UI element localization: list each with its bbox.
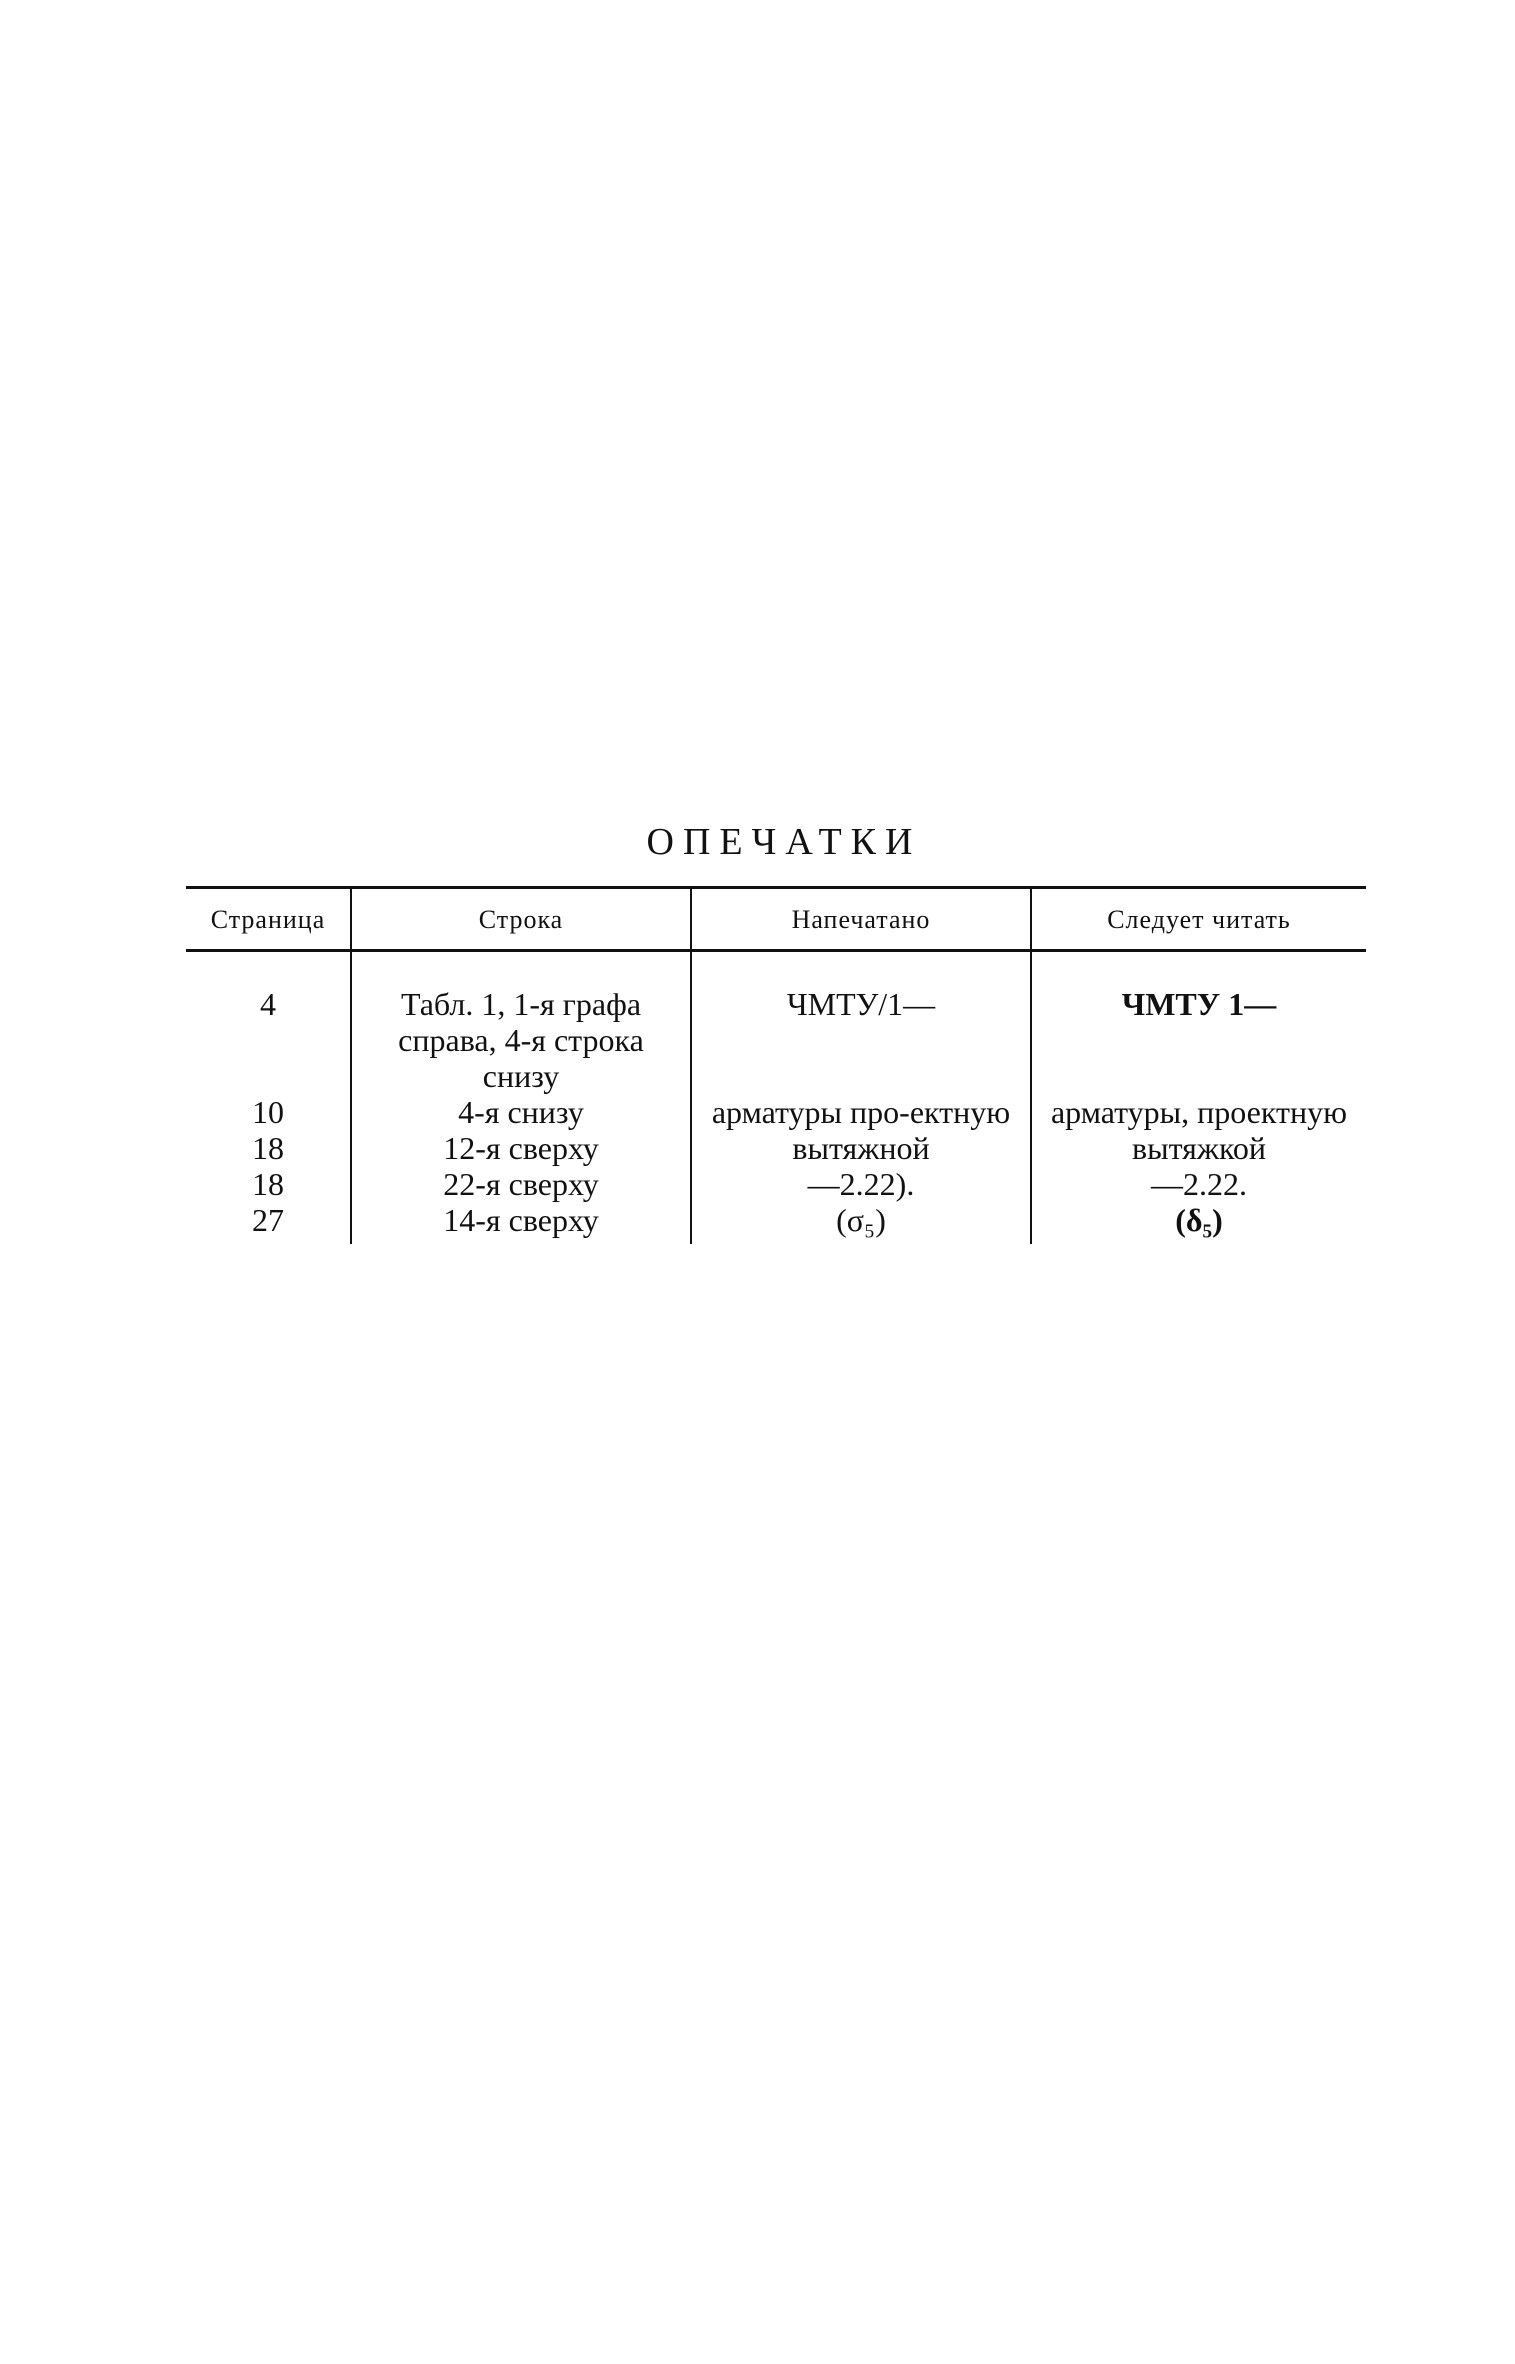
cell-should-read: вытяжкой [1031,1130,1366,1166]
cell-printed: (σ₅) [691,1202,1031,1244]
cell-printed: вытяжной [691,1130,1031,1166]
cell-should-read: (δ₅) [1031,1202,1366,1244]
table-row [186,1166,1366,1202]
cell-printed: арматуры про-ектную [691,1094,1031,1130]
cell-page: 27 [252,1202,284,1238]
cell-page: 10 [252,1094,284,1130]
cell-page: 4 [260,986,276,1022]
table-header-row [186,888,1366,951]
page-title: ОПЕЧАТКИ [646,821,922,863]
cell-page: 18 [252,1130,284,1166]
cell-should-read: ЧМТУ 1— [1031,951,1366,1095]
errata-section [186,820,1366,1244]
table-row [186,1094,1366,1130]
column-header-line: Строка [351,888,691,951]
cell-printed: ЧМТУ/1— [691,951,1031,1095]
errata-table [186,886,1366,1244]
cell-line: 12-я сверху [351,1130,691,1166]
cell-printed: —2.22). [691,1166,1031,1202]
cell-page: 18 [252,1166,284,1202]
cell-should-read: арматуры, проектную [1031,1094,1366,1130]
table-row [186,951,1366,1095]
cell-line: 14-я сверху [351,1202,691,1244]
table-row [186,1202,1366,1244]
column-header-should-read: Следует читать [1031,888,1366,951]
column-header-printed: Напечатано [691,888,1031,951]
cell-line: Табл. 1, 1-я графа справа, 4-я строка снизу [351,951,691,1095]
cell-should-read: —2.22. [1031,1166,1366,1202]
cell-line: 22-я сверху [351,1166,691,1202]
cell-line: 4-я снизу [351,1094,691,1130]
table-row [186,1130,1366,1166]
column-header-page: Страница [186,888,351,951]
